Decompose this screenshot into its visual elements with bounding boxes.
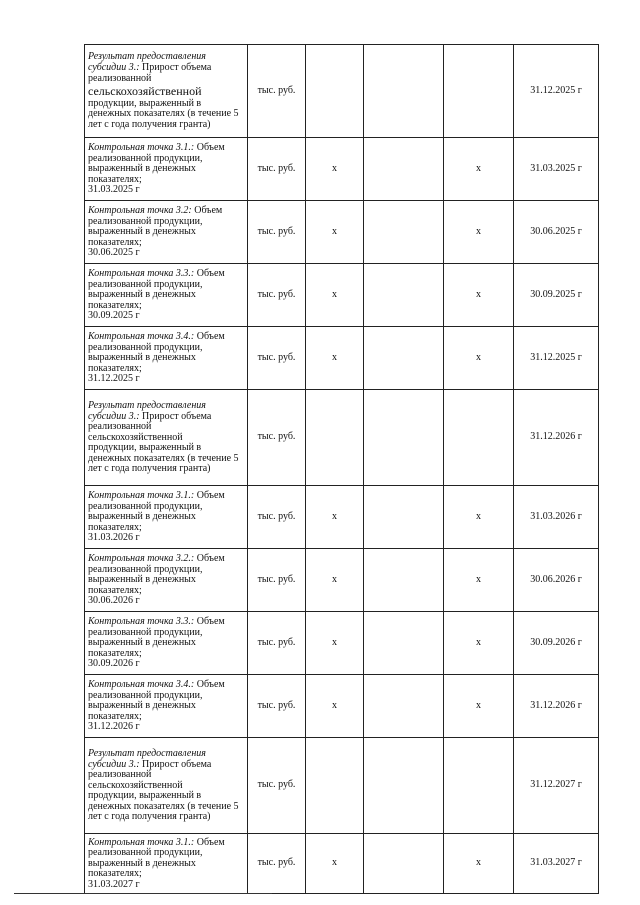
checkpoint-label: Контрольная точка 3.4.:: [88, 679, 195, 691]
checkpoint-row: [85, 201, 599, 264]
x-mark-cell: x: [306, 486, 364, 549]
deadline-date-cell: 31.12.2026 г: [514, 390, 599, 486]
checkpoint-row: [85, 486, 599, 549]
result-description-cell: [85, 738, 248, 834]
deadline-date-cell: 31.03.2025 г: [514, 138, 599, 201]
checkpoint-text: Объем реализованной продукции, выраженный в денежных показателях;: [88, 205, 223, 248]
unit-cell: тыс. руб.: [248, 486, 306, 549]
unit-cell: тыс. руб.: [248, 390, 306, 486]
checkpoint-sub-date: 31.12.2026 г: [88, 721, 140, 733]
deadline-date-cell: 30.09.2025 г: [514, 264, 599, 327]
result-text-1: Прирост объема реализованной: [88, 758, 212, 781]
footnote-separator-line: [14, 893, 272, 894]
deadline-date-cell: 30.09.2026 г: [514, 612, 599, 675]
deadline-date-cell: 30.06.2025 г: [514, 201, 599, 264]
checkpoint-sub-date: 31.12.2025 г: [88, 373, 140, 385]
unit-cell: тыс. руб.: [248, 612, 306, 675]
deadline-date-cell: 31.03.2026 г: [514, 486, 599, 549]
deadline-date-cell: 31.12.2027 г: [514, 738, 599, 834]
unit-cell: тыс. руб.: [248, 327, 306, 390]
checkpoint-text: Объем реализованной продукции, выраженный в денежных показателях;: [88, 679, 225, 722]
empty-cell: [364, 201, 444, 264]
empty-cell: [306, 45, 364, 138]
checkpoint-description-cell: [85, 327, 248, 390]
checkpoint-sub-date: 31.03.2026 г: [88, 532, 140, 544]
x-mark-cell: x: [306, 549, 364, 612]
empty-cell: [364, 45, 444, 138]
result-text-3: продукции, выраженный в денежных показателях (в течение 5 лет с года получения гранта): [88, 790, 239, 823]
unit-cell: тыс. руб.: [248, 201, 306, 264]
result-row: [85, 390, 599, 486]
indicators-table: [84, 44, 599, 894]
result-label: Результат предоставления субсидии 3.:: [88, 747, 206, 770]
result-text-3: продукции, выраженный в денежных показателях (в течение 5 лет с года получения гранта): [88, 97, 239, 130]
unit-cell: тыс. руб.: [248, 834, 306, 894]
result-row: [85, 738, 599, 834]
empty-cell: [444, 390, 514, 486]
checkpoint-row: [85, 327, 599, 390]
checkpoint-text: Объем реализованной продукции, выраженный в денежных показателях;: [88, 268, 225, 311]
checkpoint-label: Контрольная точка 3.1.:: [88, 142, 195, 154]
empty-cell: [364, 264, 444, 327]
x-mark-cell: x: [444, 327, 514, 390]
x-mark-cell: x: [306, 834, 364, 894]
checkpoint-text: Объем реализованной продукции, выраженный в денежных показателях;: [88, 490, 225, 533]
x-mark-cell: x: [444, 834, 514, 894]
empty-cell: [364, 675, 444, 738]
empty-cell: [364, 390, 444, 486]
checkpoint-description-cell: [85, 549, 248, 612]
checkpoint-sub-date: 31.03.2027 г: [88, 878, 140, 890]
checkpoint-text: Объем реализованной продукции, выраженный в денежных показателях;: [88, 331, 225, 374]
result-text-1: Прирост объема реализованной: [88, 62, 212, 84]
checkpoint-text: Объем реализованной продукции, выраженный в денежных показателях;: [88, 836, 225, 880]
empty-cell: [364, 486, 444, 549]
checkpoint-row: [85, 612, 599, 675]
x-mark-cell: x: [306, 675, 364, 738]
checkpoint-sub-date: 30.06.2025 г: [88, 247, 140, 259]
checkpoint-text: Объем реализованной продукции, выраженный в денежных показателях;: [88, 142, 225, 185]
checkpoint-row: [85, 549, 599, 612]
empty-cell: [306, 390, 364, 486]
x-mark-cell: x: [444, 486, 514, 549]
checkpoint-row: [85, 138, 599, 201]
unit-cell: тыс. руб.: [248, 264, 306, 327]
result-label: Результат предоставления субсидии 3.:: [88, 399, 206, 422]
deadline-date-cell: 31.12.2025 г: [514, 327, 599, 390]
checkpoint-sub-date: 30.06.2026 г: [88, 595, 140, 607]
checkpoint-label: Контрольная точка 3.2.:: [88, 553, 195, 565]
x-mark-cell: x: [306, 327, 364, 390]
checkpoint-label: Контрольная точка 3.2:: [88, 205, 192, 217]
x-mark-cell: x: [306, 264, 364, 327]
result-description-cell: [85, 45, 248, 138]
empty-cell: [364, 738, 444, 834]
checkpoint-row: [85, 264, 599, 327]
checkpoint-label: Контрольная точка 3.1.:: [88, 836, 195, 848]
unit-cell: тыс. руб.: [248, 549, 306, 612]
deadline-date-cell: 31.12.2026 г: [514, 675, 599, 738]
checkpoint-description-cell: [85, 264, 248, 327]
checkpoint-label: Контрольная точка 3.1.:: [88, 490, 195, 502]
result-text-2: сельскохозяйственной: [88, 431, 183, 443]
deadline-date-cell: 31.03.2027 г: [514, 834, 599, 894]
checkpoint-label: Контрольная точка 3.3.:: [88, 268, 195, 280]
empty-cell: [364, 327, 444, 390]
empty-cell: [444, 45, 514, 138]
checkpoint-sub-date: 30.09.2026 г: [88, 658, 140, 670]
empty-cell: [364, 612, 444, 675]
x-mark-cell: x: [444, 138, 514, 201]
checkpoint-text: Объем реализованной продукции, выраженный в денежных показателях;: [88, 553, 225, 596]
checkpoint-description-cell: [85, 138, 248, 201]
result-description-cell: [85, 390, 248, 486]
unit-cell: тыс. руб.: [248, 675, 306, 738]
unit-cell: тыс. руб.: [248, 738, 306, 834]
deadline-date-cell: 31.12.2025 г: [514, 45, 599, 138]
deadline-date-cell: 30.06.2026 г: [514, 549, 599, 612]
result-text-2: сельскохозяйственной: [88, 84, 202, 99]
unit-cell: тыс. руб.: [248, 45, 306, 138]
x-mark-cell: x: [444, 675, 514, 738]
empty-cell: [364, 834, 444, 894]
checkpoint-description-cell: [85, 834, 248, 894]
empty-cell: [364, 549, 444, 612]
x-mark-cell: x: [444, 549, 514, 612]
checkpoint-text: Объем реализованной продукции, выраженный в денежных показателях;: [88, 616, 225, 659]
x-mark-cell: x: [444, 264, 514, 327]
checkpoint-sub-date: 30.09.2025 г: [88, 310, 140, 322]
checkpoint-description-cell: [85, 612, 248, 675]
x-mark-cell: x: [306, 138, 364, 201]
x-mark-cell: x: [306, 612, 364, 675]
x-mark-cell: x: [306, 201, 364, 264]
unit-cell: тыс. руб.: [248, 138, 306, 201]
result-text-3: продукции, выраженный в денежных показателях (в течение 5 лет с года получения гранта): [88, 442, 239, 475]
x-mark-cell: x: [444, 612, 514, 675]
checkpoint-label: Контрольная точка 3.4.:: [88, 331, 195, 343]
empty-cell: [306, 738, 364, 834]
x-mark-cell: x: [444, 201, 514, 264]
checkpoint-description-cell: [85, 486, 248, 549]
checkpoint-description-cell: [85, 201, 248, 264]
checkpoint-sub-date: 31.03.2025 г: [88, 184, 140, 196]
checkpoint-row: [85, 834, 599, 894]
empty-cell: [364, 138, 444, 201]
result-row: [85, 45, 599, 138]
checkpoint-description-cell: [85, 675, 248, 738]
result-text-2: сельскохозяйственной: [88, 779, 183, 791]
result-text-1: Прирост объема реализованной: [88, 410, 212, 433]
checkpoint-label: Контрольная точка 3.3.:: [88, 616, 195, 628]
checkpoint-row: [85, 675, 599, 738]
empty-cell: [444, 738, 514, 834]
result-label: Результат предоставления субсидии 3.:: [88, 51, 206, 74]
